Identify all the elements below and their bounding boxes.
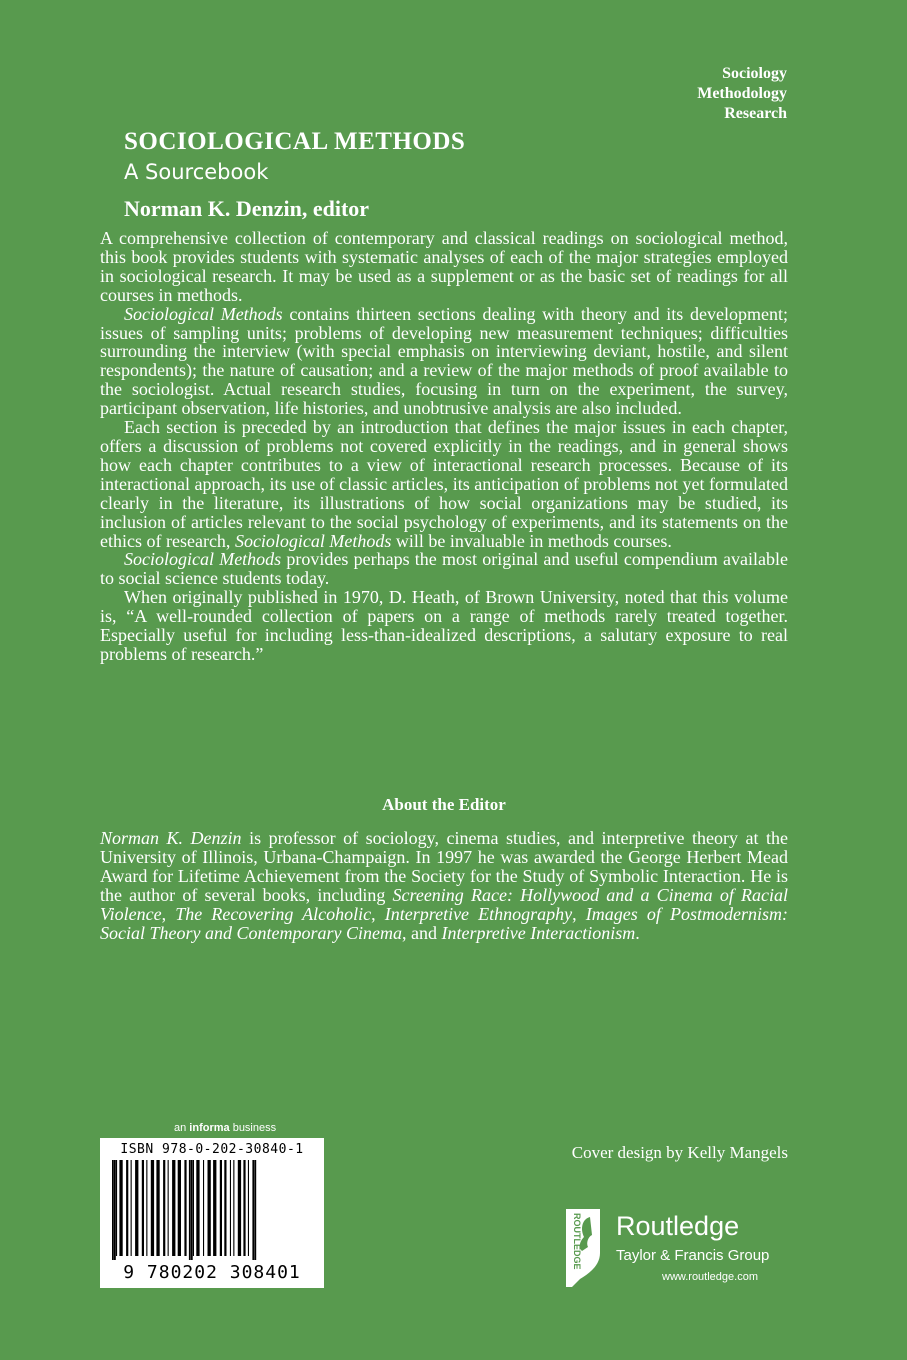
book-list-item: The Recovering Alcoholic bbox=[175, 903, 372, 924]
separator: . bbox=[635, 922, 640, 943]
book-list-item: Screening Race: Hollywood and a Cinema of Racial Violence bbox=[100, 884, 788, 924]
barcode-bar bbox=[252, 1160, 254, 1260]
barcode-bar bbox=[168, 1160, 169, 1256]
isbn-barcode bbox=[100, 1138, 324, 1288]
description-paragraph-4 bbox=[100, 550, 788, 588]
barcode-bar bbox=[151, 1160, 154, 1256]
barcode-bar bbox=[213, 1160, 216, 1256]
paragraph-text: provides perhaps the most original and useful compendium available to social science students today. bbox=[100, 549, 788, 589]
description bbox=[100, 229, 788, 664]
barcode-bar bbox=[126, 1160, 128, 1256]
barcode-bars bbox=[108, 1160, 316, 1260]
logo-mark-text: ROUTLEDGE bbox=[572, 1213, 582, 1270]
book-title: SOCIOLOGICAL METHODS bbox=[124, 128, 466, 155]
barcode-bar bbox=[114, 1160, 116, 1260]
barcode-bar bbox=[142, 1160, 144, 1256]
book-list-item: Images of Postmodernism: Social Theory and Contemporary Cinema bbox=[100, 903, 789, 943]
barcode-bar bbox=[146, 1160, 147, 1256]
separator: , bbox=[572, 903, 586, 924]
book-list-item: Interpretive Interactionism bbox=[441, 922, 636, 943]
barcode-bar bbox=[230, 1160, 231, 1256]
about-text: is professor of sociology, cinema studies, and interpretive theory at the University of Illinois, Urbana-Champaign. In 1997 he was awarded the George Herbert Mead Award for Lifetime Achievement from the Society for the Study of Symbolic Interaction. He is the author of several books, including bbox=[100, 828, 788, 905]
cover-design-credit: Cover design by Kelly Mangels bbox=[571, 1143, 788, 1162]
barcode-bar bbox=[203, 1160, 204, 1256]
publisher-name: Routledge bbox=[616, 1211, 740, 1241]
description-paragraph-3 bbox=[100, 418, 788, 550]
paragraph-text: will be invaluable in methods courses. bbox=[391, 530, 672, 551]
barcode-bar bbox=[224, 1160, 226, 1256]
informa-prefix: an bbox=[174, 1122, 190, 1134]
subject-research: Research bbox=[724, 105, 787, 122]
routledge-logo-icon bbox=[560, 1203, 610, 1293]
barcode-bar bbox=[189, 1160, 191, 1260]
paragraph-text: Each section is preceded by an introduction that defines the major issues in each chapter, offers a discussion of problems not covered explicitly in the readings, and in general shows how each chapter contributes to a view of interactional research processes. Because of its interactional approach, its use of classic articles, its anticipation of problems not yet formulated clearly in the literature, its illustrations of how social organizations may be studied, its inclusion of articles relevant to the social psychology of experiments, and its statements on the ethics of research, bbox=[100, 417, 788, 551]
routledge-logo bbox=[560, 1203, 800, 1293]
barcode-bar bbox=[233, 1160, 234, 1256]
editor-name: Norman K. Denzin bbox=[100, 828, 242, 848]
barcode-bar bbox=[178, 1160, 181, 1256]
book-title-italic: Sociological Methods bbox=[234, 530, 392, 551]
isbn-label: ISBN 978-0-202-30840-1 bbox=[120, 1142, 304, 1157]
barcode-bar bbox=[119, 1160, 122, 1256]
barcode-bar bbox=[191, 1160, 193, 1260]
barcode-bar bbox=[184, 1160, 186, 1256]
barcode-bar bbox=[254, 1160, 256, 1260]
paragraph-text: contains thirteen sections dealing with theory and its development; issues of sampling units; problems of developing new measurement techniques; difficulties surrounding the interview (with special emphasis on interviewing deviant, hostile, and silent respondents); the nature of causation; and a review of the major methods of proof available to the sociologist. Actual research studies, focusing in turn on the experiment, the survey, participant observation, life histories, and unobtrusive analysis are also included. bbox=[100, 303, 788, 419]
book-title-italic: Sociological Methods bbox=[124, 303, 283, 324]
barcode-bar bbox=[243, 1160, 245, 1256]
barcode-bar bbox=[196, 1160, 199, 1256]
book-list-item: Interpretive Ethnography bbox=[384, 903, 573, 924]
barcode-bar bbox=[135, 1160, 138, 1256]
barcode-bar bbox=[248, 1160, 249, 1256]
barcode-bar bbox=[172, 1160, 175, 1256]
barcode-bar bbox=[208, 1160, 211, 1256]
barcode-bar bbox=[116, 1160, 117, 1256]
separator: , bbox=[161, 903, 176, 924]
informa-business-tag bbox=[174, 1122, 276, 1134]
barcode-bar bbox=[193, 1160, 194, 1256]
about-editor bbox=[100, 829, 788, 942]
subject-methodology: Methodology bbox=[697, 85, 787, 102]
informa-brand: informa bbox=[189, 1122, 230, 1134]
barcode-bar bbox=[112, 1160, 114, 1260]
publisher-group: Taylor & Francis Group bbox=[616, 1247, 770, 1264]
informa-suffix: business bbox=[229, 1122, 277, 1134]
publisher-url: www.routledge.com bbox=[662, 1271, 758, 1283]
description-paragraph-2 bbox=[100, 305, 788, 418]
description-paragraph-1: A comprehensive collection of contemporary and classical readings on sociological method, this book provides students with systematic analyses of each of the major strategies employed in sociological research. It may be used as a supplement or as the basic set of readings for all courses in methods. bbox=[100, 228, 788, 305]
barcode-bar bbox=[220, 1160, 222, 1256]
book-subtitle: A Sourcebook bbox=[124, 160, 269, 184]
subject-sociology: Sociology bbox=[722, 65, 787, 82]
book-editor: Norman K. Denzin, editor bbox=[124, 196, 370, 221]
about-paragraph bbox=[100, 829, 788, 942]
barcode-bar bbox=[131, 1160, 132, 1256]
barcode-number: 9 780202 308401 bbox=[123, 1262, 301, 1283]
barcode-bar bbox=[238, 1160, 241, 1256]
barcode-bar bbox=[156, 1160, 159, 1256]
description-paragraph-5: When originally published in 1970, D. Heath, of Brown University, noted that this volume is, “A well-rounded collection of papers on a range of methods rarely treated together. Especially useful for including less-than-idealized descriptions, a salutary exposure to real problems of research.” bbox=[100, 587, 788, 664]
series-subjects bbox=[697, 64, 787, 124]
about-editor-heading: About the Editor bbox=[382, 795, 506, 814]
separator: , bbox=[371, 903, 385, 924]
book-title-italic: Sociological Methods bbox=[124, 549, 282, 570]
separator: , and bbox=[401, 922, 442, 943]
barcode-bar bbox=[163, 1160, 165, 1256]
